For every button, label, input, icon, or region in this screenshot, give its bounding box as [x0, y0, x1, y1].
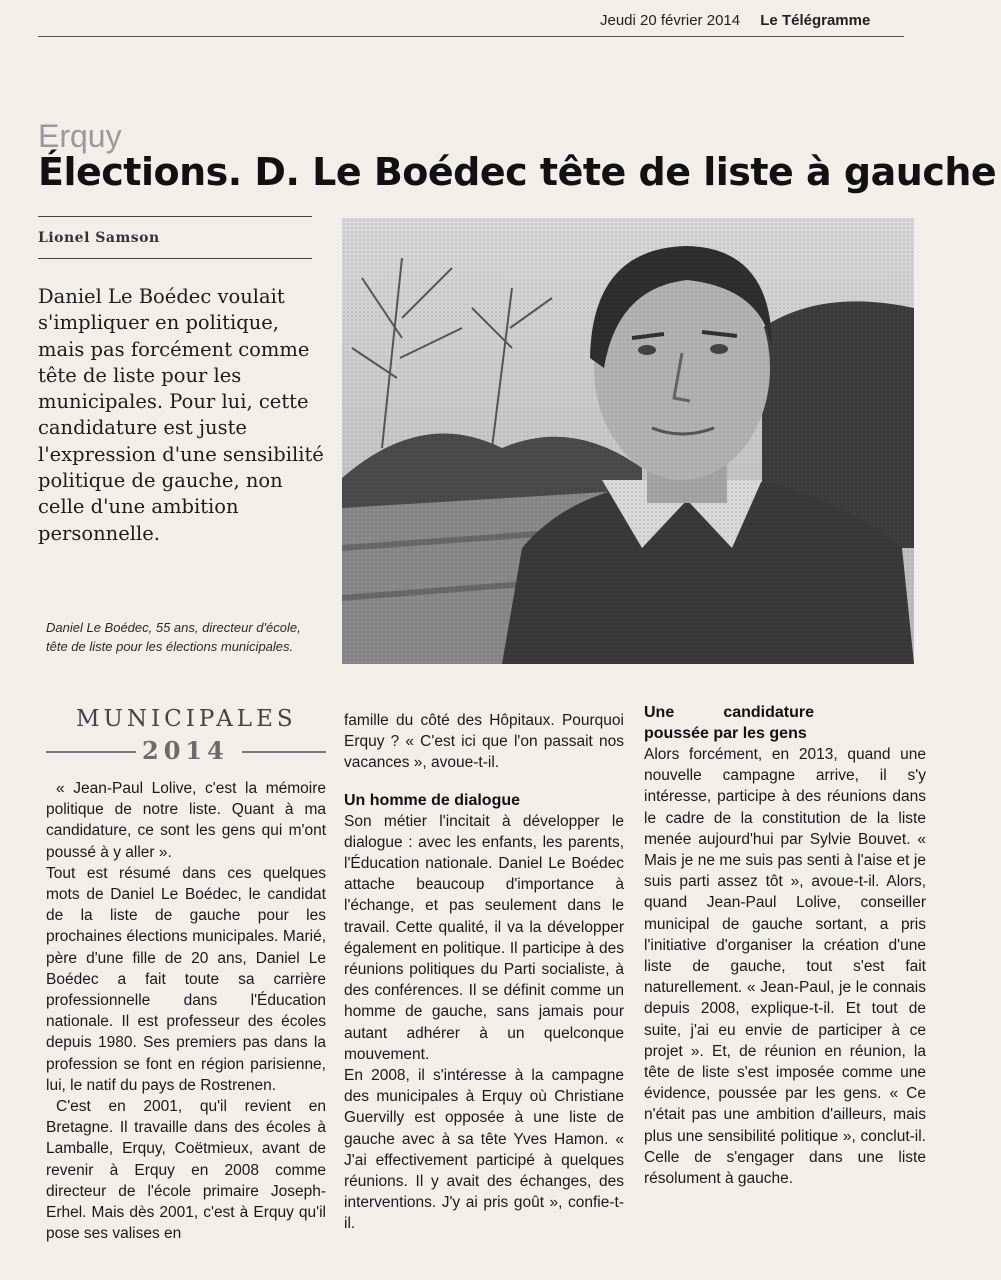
byline: Lionel Samson	[38, 230, 160, 246]
article-column-1	[46, 778, 326, 1244]
portrait-photo	[342, 218, 914, 664]
paragraph: C'est en 2001, qu'il revient en Bretagne. Il travaille dans des écoles à Lamballe, Erquy, Coëtmieux, avant de revenir à Erquy en 2008 comme directeur de l'école primaire Joseph-Erhel. Mais dès 2001, c'est à Erquy qu'il pose ses valises en	[46, 1098, 326, 1243]
section-label-rule-right	[242, 751, 326, 753]
headline: Élections. D. Le Boédec tête de liste à gauche	[38, 150, 997, 194]
paragraph: Alors forcément, en 2013, quand une nouvelle campagne arrive, il s'y intéresse, participe à des réunions dans le cadre de la constitution de la liste menée aujourd'hui par Sylvie Bouvet. « Mais je ne me suis pas senti à l'aise et je suis parti assez tôt », avoue-t-il. Alors, quand Jean-Paul Lolive, conseiller municipal de gauche sortant, a pris l'initiative d'organiser la création d'une liste de gauche, tout s'est fait naturellement. « Jean-Paul, je le connais depuis 2008, explique-t-il. Et tout de suite, j'ai eu envie de participer à ce projet ». Et, de réunion en réunion, la tête de liste s'est imposée comme une évidence, poussée par les gens. « Ce n'était pas une ambition d'ailleurs, mais plus une sensibilité politique », conclut-il. Celle de s'engager dans une liste résolument à gauche.	[644, 746, 926, 1188]
paragraph: Son métier l'incitait à développer le dialogue : avec les enfants, les parents, l'Éducation nationale. Daniel Le Boédec attache beaucoup d'importance à l'échange, et pas seulement dans le travail. Cette qualité, il va la développer également en politique. Il participe à des réunions politiques du Parti socialiste, à des conférences. Il se définit comme un homme de gauche, sans jamais pour autant adhérer à un quelconque mouvement.	[344, 812, 624, 1063]
paragraph: famille du côté des Hôpitaux. Pourquoi Erquy ? « C'est ici que l'on passait nos vacances », avoue-t-il.	[344, 712, 624, 772]
article-column-3	[644, 702, 926, 1189]
photo-caption: Daniel Le Boédec, 55 ans, directeur d'école, tête de liste pour les élections municipales.	[46, 620, 301, 654]
section-label	[46, 706, 326, 768]
byline-rule-top	[38, 216, 312, 217]
header-rule	[38, 36, 904, 37]
dateline	[600, 12, 870, 29]
newspaper-name: Le Télégramme	[760, 12, 871, 29]
subheading: Un homme de dialogue	[344, 791, 521, 809]
town-kicker: Erquy	[38, 118, 122, 154]
section-label-year: 2014	[142, 736, 229, 765]
portrait-photo-illustration	[342, 218, 914, 664]
lead-paragraph: Daniel Le Boédec voulait s'impliquer en politique, mais pas forcément comme tête de liste pour les municipales. Pour lui, cette candidature est juste l'expression d'une sensibilité politique de gauche, non celle d'une ambition personnelle.	[38, 285, 324, 545]
paragraph: En 2008, il s'intéresse à la campagne des municipales à Erquy où Christiane Guervilly est opposée à une liste de gauche avec à sa tête Yves Hamon. « J'ai effectivement participé à quelques réunions. Il y avait des échanges, des interventions. J'y ai pris goût », confie-t-il.	[344, 1067, 624, 1233]
paragraph: Tout est résumé dans ces quelques mots de Daniel Le Boédec, le candidat de la liste de gauche pour les prochaines élections municipales. Marié, père d'une fille de 20 ans, Daniel Le Boédec a fait toute sa carrière professionnelle dans l'Éducation nationale. Il est professeur des écoles depuis 1980. Ses premiers pas dans la profession se font en région parisienne, lui, le natif du pays de Rostrenen.	[46, 864, 326, 1094]
issue-date: Jeudi 20 février 2014	[600, 12, 741, 29]
section-label-rule-left	[46, 751, 136, 753]
section-label-word: MUNICIPALES	[76, 706, 297, 732]
subheading: Une candidature poussée par les gens	[644, 704, 814, 742]
paragraph: « Jean-Paul Lolive, c'est la mémoire politique de notre liste. Quant à ma candidature, ce sont les gens qui m'ont poussé à y aller ».	[46, 780, 326, 861]
byline-rule-bottom	[38, 258, 312, 259]
article-column-2	[344, 710, 624, 1235]
